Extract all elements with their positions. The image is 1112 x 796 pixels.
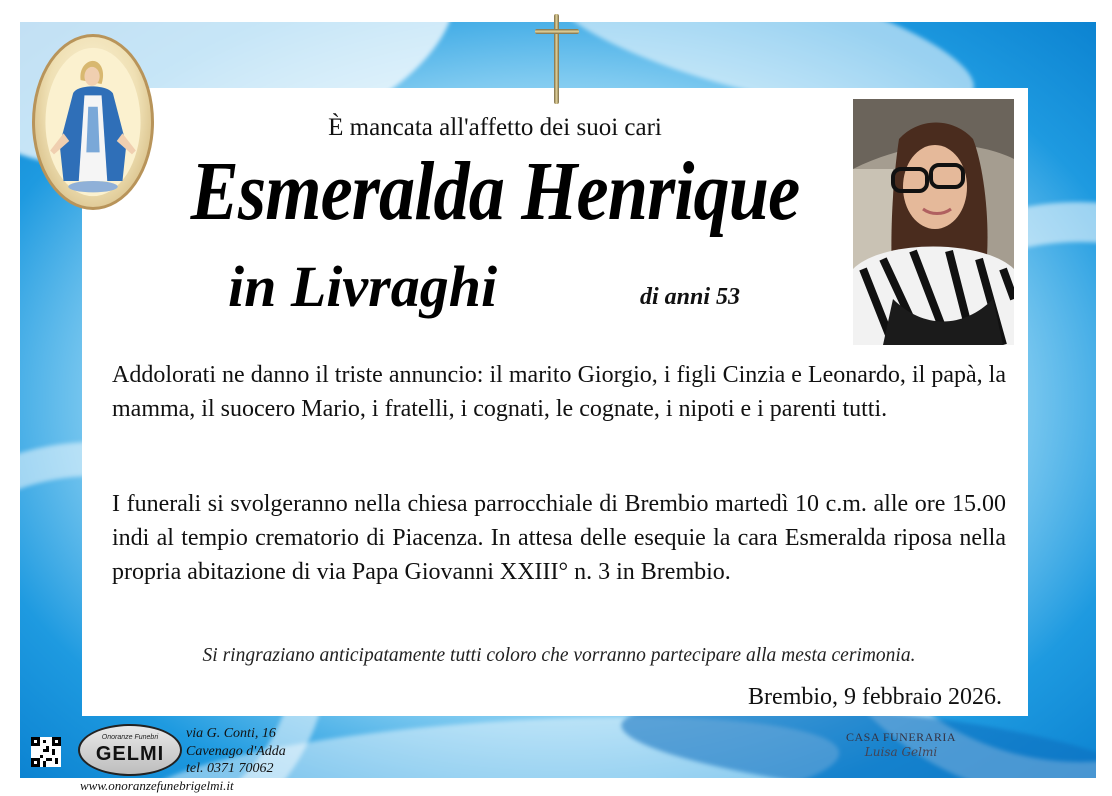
- deceased-name: Esmeralda Henrique: [190, 145, 800, 238]
- portrait-photo: [853, 99, 1014, 345]
- casa-funeraria-mark: [838, 730, 964, 759]
- gelmi-logo: [78, 724, 182, 776]
- logo-title: GELMI: [95, 743, 165, 765]
- place-date: Brembio, 9 febbraio 2026.: [748, 684, 1002, 710]
- intro-line: È mancata all'affetto dei suoi cari: [328, 114, 662, 141]
- age-label: di anni 53: [640, 284, 741, 310]
- qr-code-icon[interactable]: [31, 737, 61, 767]
- casa-title: CASA FUNERARIA: [845, 730, 957, 744]
- website-link[interactable]: www.onoranzefunebrigelmi.it: [80, 778, 234, 793]
- announcement-paragraph: Addolorati ne danno il triste annuncio: il marito Giorgio, i figli Cinzia e Leonardo, il papà, la mamma, il suocero Mario, i fratelli, i cognati, le cognate, i nipoti e i parenti tutti.: [112, 362, 1006, 422]
- casa-signature: Luisa Gelmi: [864, 745, 938, 759]
- thanks-line: Si ringraziano anticipatamente tutti coloro che vorranno partecipare alla mesta cerimonia.: [202, 645, 916, 666]
- logo-subtitle: Onoranze Funebri: [101, 734, 159, 741]
- funeral-details-paragraph: I funerali si svolgeranno nella chiesa parrocchiale di Brembio martedì 10 c.m. alle ore 15.00 indi al tempio crematorio di Piacenza. In attesa delle esequie la cara Esmeralda riposa nella propria abitazione di via Papa Giovanni XXIII° n. 3 in Brembio.: [112, 491, 1006, 585]
- cross-icon: [535, 14, 579, 106]
- funeral-home-address: [186, 725, 286, 778]
- address-city: Cavenago d'Adda: [186, 743, 286, 759]
- address-street: via G. Conti, 16: [186, 726, 276, 741]
- married-name: in Livraghi: [228, 254, 498, 319]
- address-phone: tel. 0371 70062: [186, 761, 274, 776]
- madonna-image: [32, 34, 154, 210]
